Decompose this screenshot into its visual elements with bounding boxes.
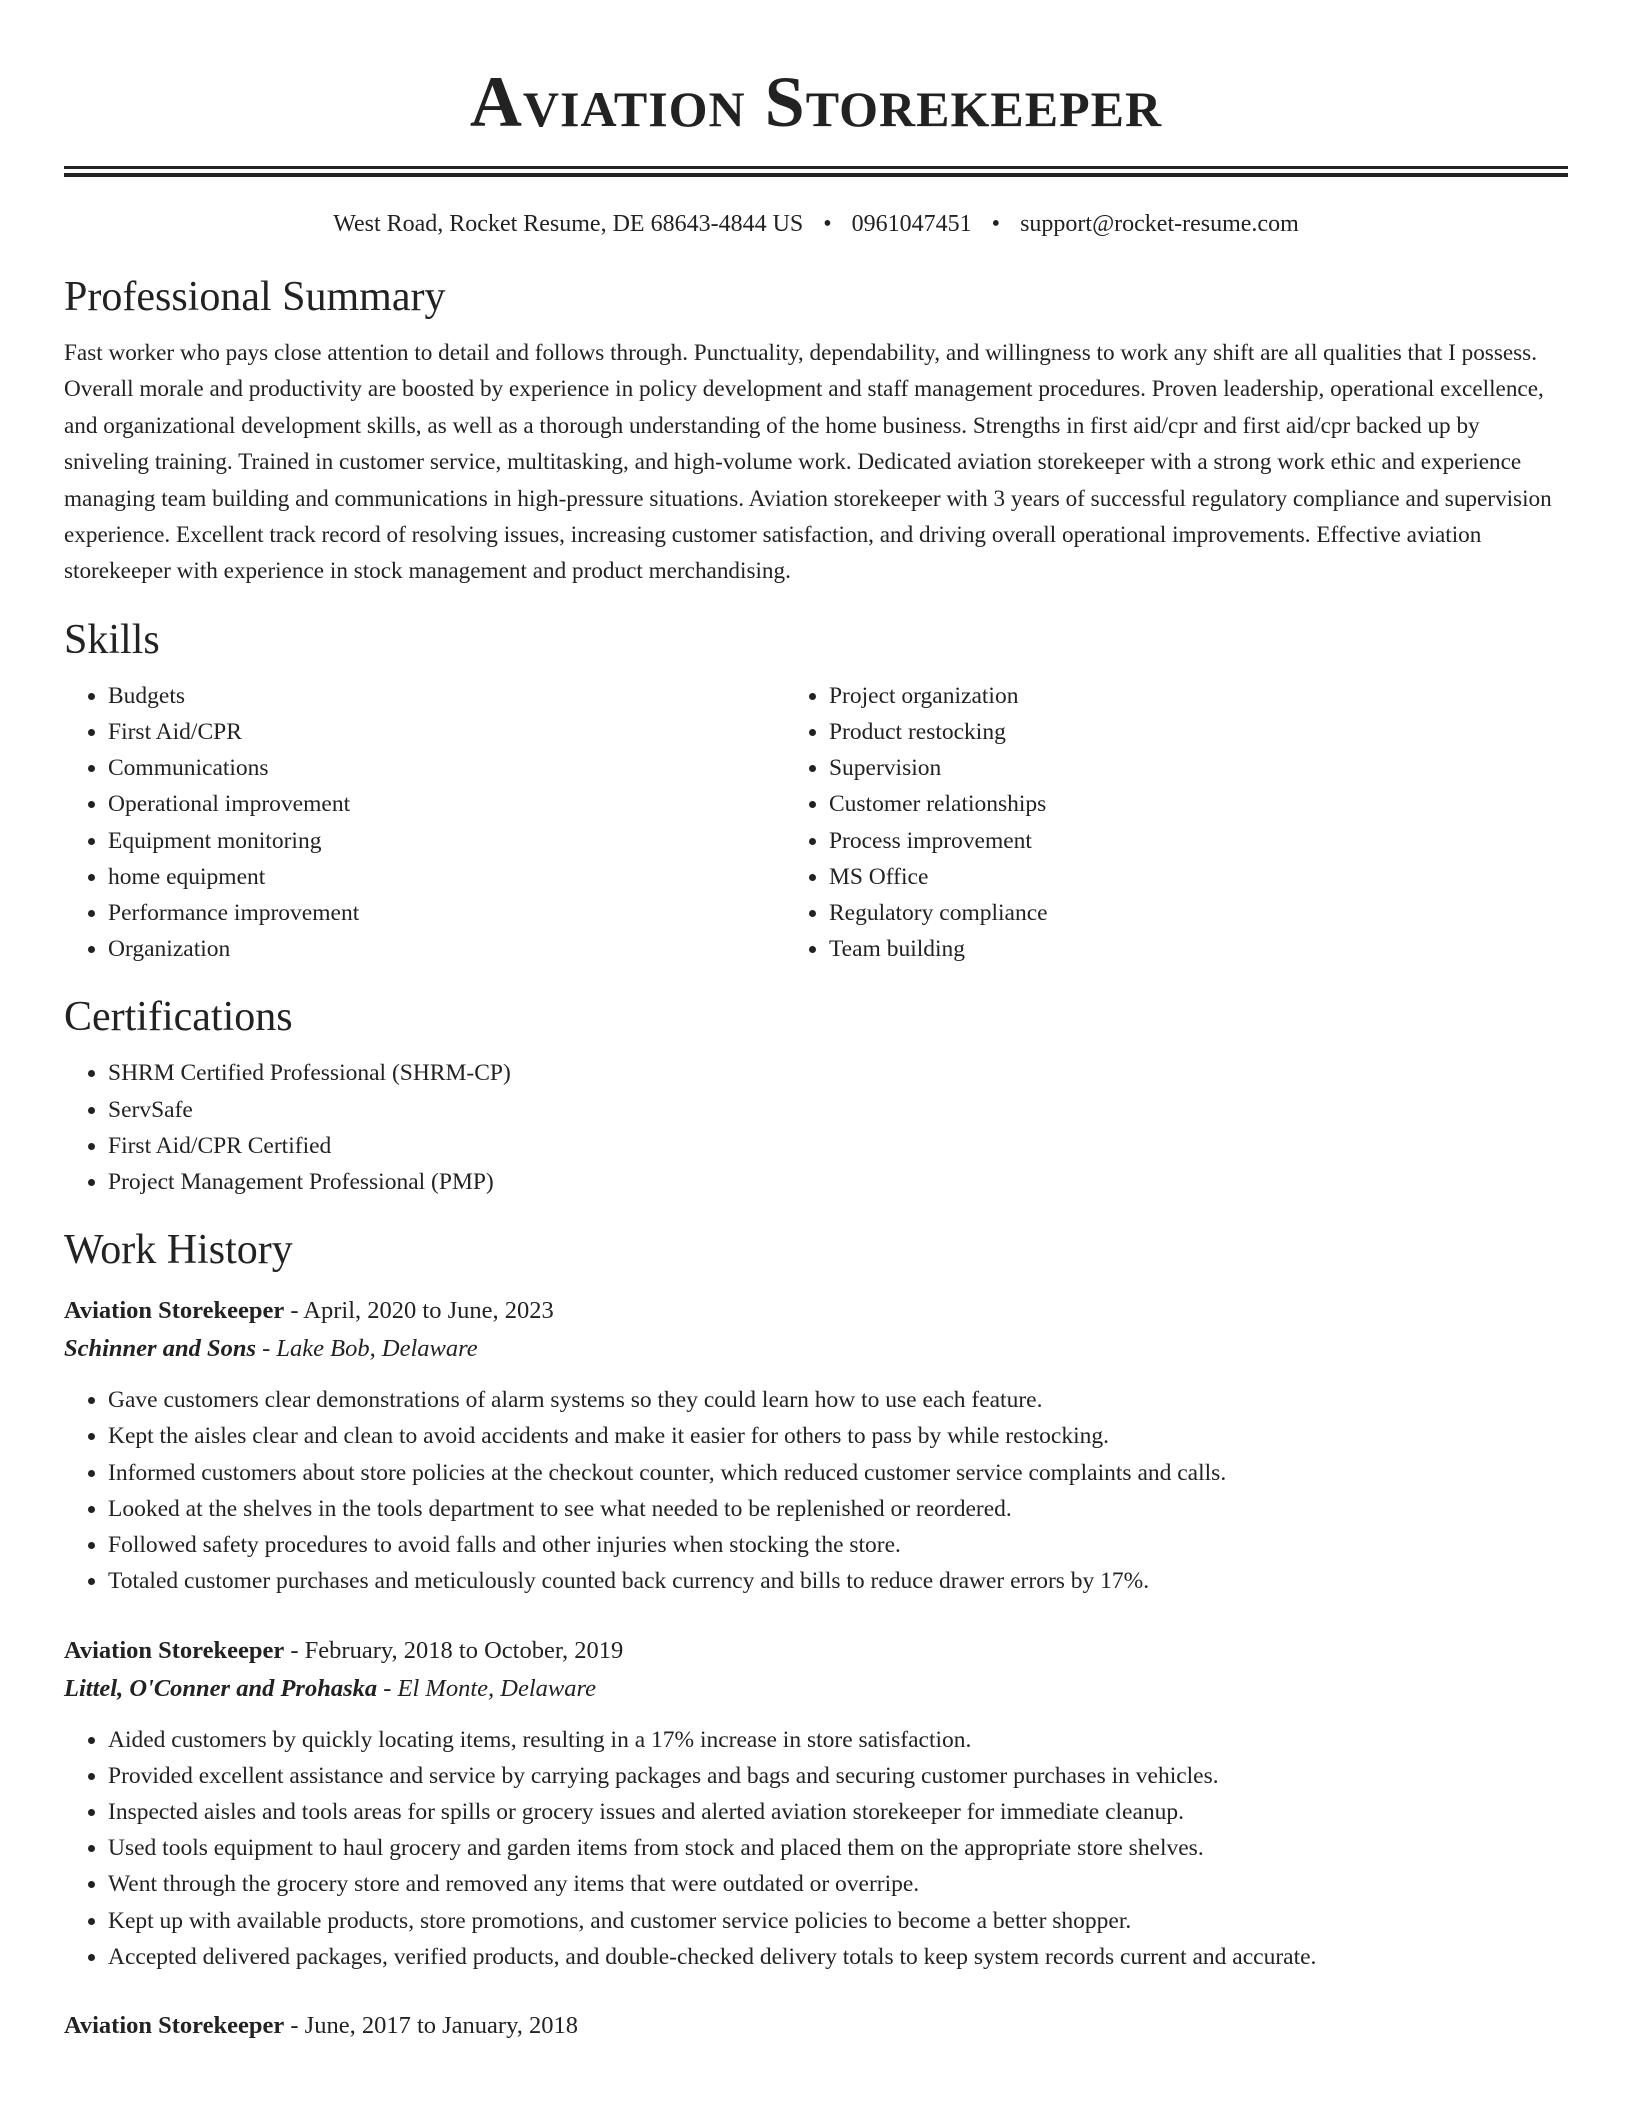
contact-line [64, 207, 1568, 241]
job-entry [64, 2007, 1568, 2045]
company-line [64, 1670, 1568, 1708]
certifications-list [64, 1055, 1568, 1200]
company-name: Schinner and Sons [64, 1335, 257, 1363]
job-bullet: • Totaled customer purchases and meticulously counted back currency and bills to reduce drawer errors by 17%. [108, 1563, 1568, 1599]
contact-separator: • [823, 211, 832, 237]
skills-list-left [64, 678, 785, 968]
skill-item: • Operational improvement [108, 786, 785, 822]
skill-item: • Regulatory compliance [829, 895, 1568, 931]
job-bullet: • Gave customers clear demonstrations of alarm systems so they could learn how to use each feature. [108, 1382, 1568, 1418]
job-title-line [64, 2007, 1568, 2045]
job-bullet: • Looked at the shelves in the tools department to see what needed to be replenished or reordered. [108, 1491, 1568, 1527]
job-dates: - April, 2020 to June, 2023 [284, 1297, 554, 1325]
job-entry [64, 1632, 1568, 1975]
job-bullet: • Provided excellent assistance and service by carrying packages and bags and securing customer purchases in vehicles. [108, 1758, 1568, 1794]
contact-address: West Road, Rocket Resume, DE 68643-4844 US [333, 211, 804, 237]
skills-columns [64, 678, 1568, 968]
skill-item: • Communications [108, 750, 785, 786]
certification-item: • First Aid/CPR Certified [108, 1128, 1568, 1164]
skill-item: • Project organization [829, 678, 1568, 714]
skill-item: • Team building [829, 931, 1568, 967]
job-title: Aviation Storekeeper [64, 1636, 285, 1664]
skill-item: • Customer relationships [829, 786, 1568, 822]
skill-item: • First Aid/CPR [108, 714, 785, 750]
certification-item: • Project Management Professional (PMP) [108, 1164, 1568, 1200]
certification-item: • ServSafe [108, 1092, 1568, 1128]
job-bullet: • Followed safety procedures to avoid falls and other injuries when stocking the store. [108, 1527, 1568, 1563]
job-bullet: • Inspected aisles and tools areas for spills or grocery issues and alerted aviation storekeeper for immediate cleanup. [108, 1794, 1568, 1830]
job-bullet: • Kept the aisles clear and clean to avoid accidents and make it easier for others to pass by while restocking. [108, 1418, 1568, 1454]
skills-list-right [785, 678, 1568, 968]
job-bullet: • Accepted delivered packages, verified products, and double-checked delivery totals to keep system records current and accurate. [108, 1939, 1568, 1975]
job-bullet: • Aided customers by quickly locating items, resulting in a 17% increase in store satisfaction. [108, 1722, 1568, 1758]
skill-item: • Budgets [108, 678, 785, 714]
skill-item: • home equipment [108, 859, 785, 895]
work-history-heading: Work History [64, 1227, 293, 1274]
certifications-heading: Certifications [64, 994, 293, 1041]
skill-item: • Process improvement [829, 823, 1568, 859]
job-bullet: • Went through the grocery store and removed any items that were outdated or overripe. [108, 1866, 1568, 1902]
company-location: - Lake Bob, Delaware [256, 1335, 478, 1363]
job-title-line [64, 1632, 1568, 1670]
skill-item: • MS Office [829, 859, 1568, 895]
job-bullet: • Used tools equipment to haul grocery and garden items from stock and placed them on the appropriate store shelves. [108, 1830, 1568, 1866]
resume-title: Aviation Storekeeper [469, 62, 1163, 142]
skills-heading: Skills [64, 616, 160, 663]
skill-item: • Performance improvement [108, 895, 785, 931]
resume-page [64, 0, 1568, 2045]
contact-separator: • [991, 211, 1001, 237]
contact-phone: 0961047451 [851, 211, 972, 237]
company-line [64, 1330, 1568, 1368]
job-bullets [64, 1382, 1568, 1599]
job-dates: - June, 2017 to January, 2018 [284, 2011, 578, 2039]
job-bullet: • Informed customers about store policies at the checkout counter, which reduced customer service complaints and calls. [108, 1455, 1568, 1491]
job-bullets [64, 1722, 1568, 1975]
contact-email: support@rocket-resume.com [1020, 211, 1299, 237]
skill-item: • Organization [108, 931, 785, 967]
title-divider [64, 166, 1568, 177]
job-title-line [64, 1292, 1568, 1330]
skill-item: • Product restocking [829, 714, 1568, 750]
skill-item: • Equipment monitoring [108, 823, 785, 859]
job-title: Aviation Storekeeper [64, 2011, 285, 2039]
job-title: Aviation Storekeeper [64, 1297, 285, 1325]
job-entry [64, 1292, 1568, 1599]
summary-text: Fast worker who pays close attention to detail and follows through. Punctuality, dependability, and willingness to work any shift are all qualities that I possess. Overall morale and productivity are boosted by experience in policy development and staff management procedures. Proven leadership, operational excellence, and organizational development skills, as well as a thorough understanding of the home business. Strengths in first aid/cpr and first aid/cpr backed up by sniveling training. Trained in customer service, multitasking, and high-volume work. Dedicated aviation storekeeper with a strong work ethic and experience managing team building and communications in high-pressure situations. Aviation storekeeper with 3 years of successful regulatory compliance and supervision experience. Excellent track record of resolving issues, increasing customer satisfaction, and driving overall operational improvements. Effective aviation storekeeper with experience in stock management and product merchandising. [64, 340, 1552, 585]
company-name: Littel, O'Conner and Prohaska [64, 1674, 378, 1702]
skill-item: • Supervision [829, 750, 1568, 786]
certification-item: • SHRM Certified Professional (SHRM-CP) [108, 1055, 1568, 1091]
job-dates: - February, 2018 to October, 2019 [284, 1636, 624, 1664]
job-bullet: • Kept up with available products, store promotions, and customer service policies to become a better shopper. [108, 1903, 1568, 1939]
company-location: - El Monte, Delaware [377, 1674, 596, 1702]
summary-heading: Professional Summary [64, 274, 446, 320]
